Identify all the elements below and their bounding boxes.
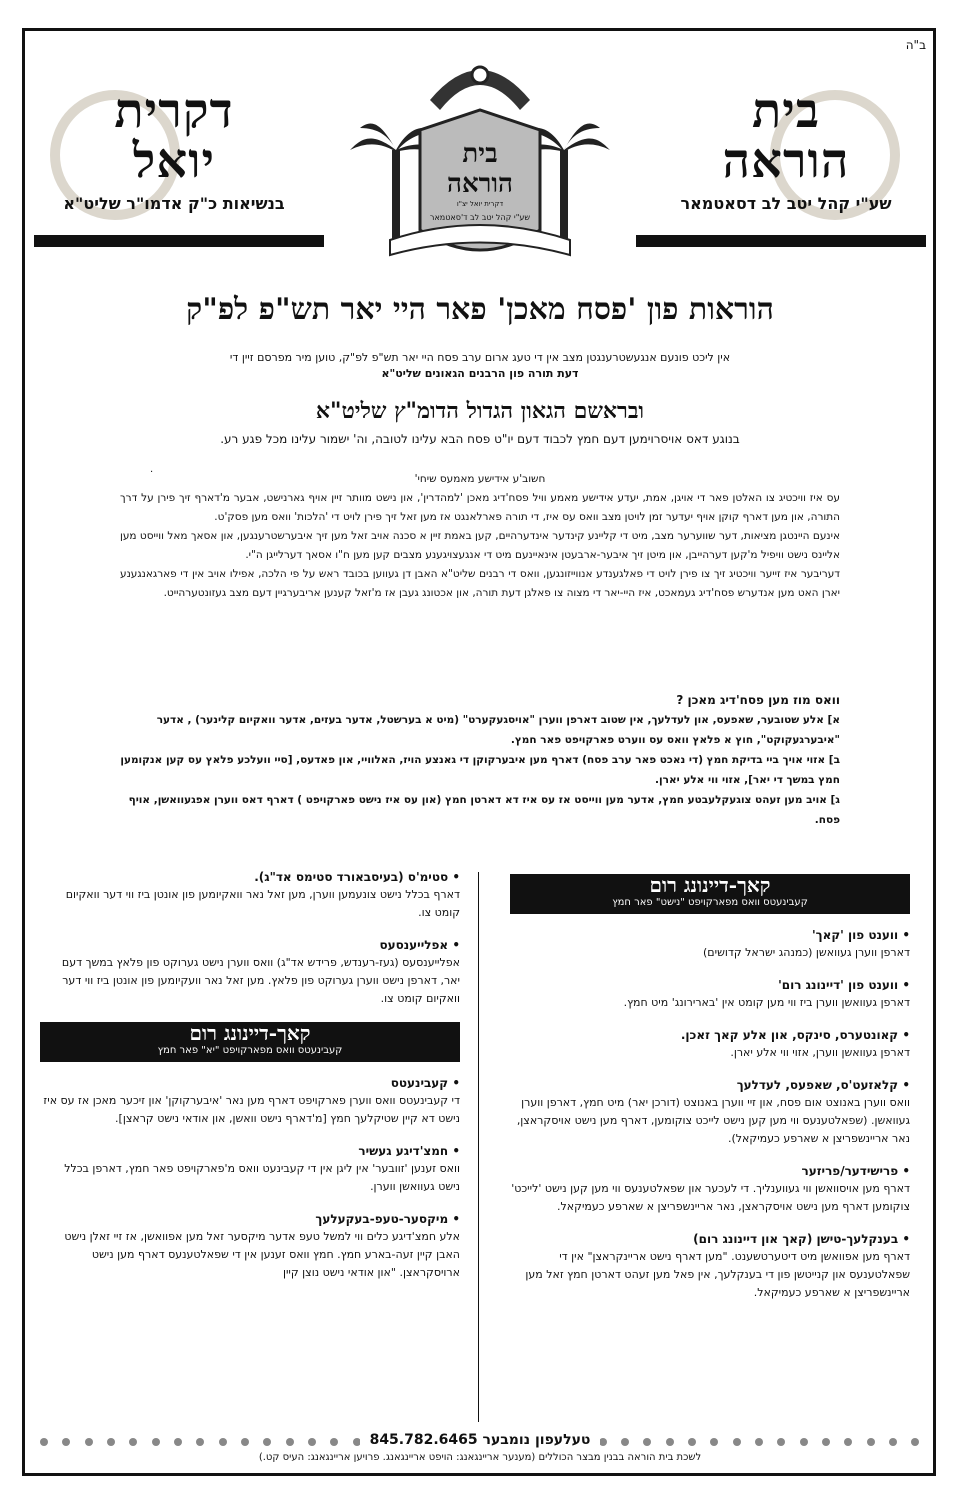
dot-icon [263, 1438, 271, 1446]
list-item [40, 868, 460, 922]
logo-line-3: דקרית יואל יצ"ו [456, 200, 504, 208]
list-item-text: דארפן געוואשן ווערן, אזוי ווי אלע יארן. [730, 1046, 910, 1059]
list-item-title: • ווענט פון 'קאך' [510, 926, 910, 944]
list-item-title: • אפלייענסעס [40, 936, 460, 954]
dot-icon [85, 1438, 93, 1446]
dot-icon [62, 1438, 70, 1446]
intro-line-1: אין ליכט פונעם אנגעשטרענגטן מצב אין די טעג ארום ערב פסח היי יאר תש"פ לפ"ק, טוען מיר מפרסם זיין די [229, 351, 731, 364]
dot-icon [889, 1438, 897, 1446]
dot-icon [867, 1438, 875, 1446]
question-b: ב] אזוי אויך ביי בדיקת חמץ (די נאכט פאר ערב פסח) דארף מען איבערקוקן די גאנצע הויז, האלוויי, און פאדעס, [סיי וועלכע פלאץ עס קען אנקומען חמץ במשך די יאר], אזוי ווי אלע יארן. [120, 754, 840, 786]
dot-icon [733, 1438, 741, 1446]
section-header-left [40, 1022, 460, 1062]
list-item-text: אפלייענסעס (געז-רענדש, פרידש אד"ג) וואס ווערן נישט גערוקט פון פלאץ במשך דעם יאר, דארפן נישט ווערן גערוקט פון פלאץ. מען זאל נאר וועקיומען פון אונטן ביז ווי דער וואקיום קומט צו. [61, 956, 460, 1005]
list-item-text: די קעבינעטס וואס ווערן פארקויפט דארף מען נאר 'איבערקוקן' און זיכער מאכן אז עס איז נישט דא קיין שטיקלעך חמץ [מ'דארף נישט וואשן, און אודאי נישט קראצן]. [43, 1094, 460, 1125]
dot-icon [800, 1438, 808, 1446]
bh-mark: ב"ה [905, 38, 926, 52]
question-a: א] אלע שטובער, שאפעס, און לעדלעך, אין שטוב דארפן ווערן "אויסגעקערט" (מיט א בערשטל, אדער בעזים, אדער וואקיום קלינער) , אדער "איבערגעקוקט", חוץ א פלאץ וואס עס ווערט פארקויפט פאר חמץ. [156, 714, 840, 746]
list-item [40, 1210, 460, 1282]
intro-line-2: דעת תורה פון הרבנים הגאונים שליט"א [381, 367, 579, 380]
list-item [510, 926, 910, 962]
dot-icon [755, 1438, 763, 1446]
dot-icon [666, 1438, 674, 1446]
list-item-title: • בענקלעך-טישן (קאך און דיינונג רום) [510, 1230, 910, 1248]
section-header-left-sub: קעבינעטס וואס מפארקויפט "יא" פאר חמץ [157, 1045, 343, 1056]
list-item-text: אלע חמצ'דיגע כלים ווי למשל טעפ אדער מיקסער זאל מען אפוואשן, אז זיי זאלן נישט האבן קיין זעה-בארע חמץ. חמץ וואס זענען אין די שפאלטענעס דארף מען נישט ארויסקראצן. "און אודאי נישט נוצן קיין [64, 1230, 460, 1279]
header-left-sub: בנשיאות כ"ק אדמו"ר שליט"א [63, 194, 285, 213]
header-right-title-2: הוראה [722, 133, 850, 189]
dot-icon [911, 1438, 919, 1446]
list-item [510, 1026, 910, 1062]
dot-icon [40, 1438, 48, 1446]
question-title: וואס מוז מען פסח'דיג מאכן ? [676, 693, 840, 707]
header-left [34, 83, 314, 213]
dot-icon [844, 1438, 852, 1446]
dot-icon [777, 1438, 785, 1446]
list-item-text: דארף מען אויסוואשן ווי געווענליך. די לעכער און שפאלטענעס ווי מען קען נישט 'לייכט' צוקומען דארף מען נישט אויסקראצן, נאר אריינשפריצן א שארפע כעמיקאל. [511, 1182, 910, 1213]
column-divider [478, 872, 479, 1422]
list-item-text: דארף בכלל נישט צונעמען ווערן, מען זאל נאר וואקיומען פון אונטן ביז ווי דער וואקיום קומט צו. [65, 888, 460, 919]
column-right [510, 868, 910, 1316]
header-bar-left [34, 235, 324, 247]
list-item [40, 1142, 460, 1196]
dot-icon [107, 1438, 115, 1446]
dot-icon [174, 1438, 182, 1446]
logo-line-1: בית [462, 139, 498, 169]
question-block [120, 690, 840, 830]
header-right [646, 83, 926, 213]
dot-icon [621, 1438, 629, 1446]
list-item-text: וואס זענען 'זוובער' אין ליגן אין די קעבינעט וואס מ'פארקויפט פאר חמץ, דארפן בכלל נישט געוואשן ווערן. [64, 1162, 460, 1193]
list-item-text: וואס ווערן באנוצט אום פסח, און זיי ווערן באנוצט (דורכן יאר) מיט חמץ, דארפן ווערן געוואשן. (שפאלטענעס ווי מען קען נישט לייכט צוקומען, דארף מען נישט אויסקראצן, נאר אריינשפריצן א שארפע כעמיקאל). [516, 1096, 910, 1145]
footer-address: לשכת בית הוראה בבנין מבצר הכוללים (מענער אריינגאנג: הויפט אריינגאנג. פרויען אריינגאנג: העיס קט.) [40, 1452, 920, 1463]
dot-icon [710, 1438, 718, 1446]
list-item-title: • קעבינעטס [40, 1074, 460, 1092]
intro [100, 350, 860, 382]
section-header-right [510, 874, 910, 914]
dot-icon [688, 1438, 696, 1446]
dot-icon [643, 1438, 651, 1446]
logo-emblem [340, 40, 620, 290]
crown-jewel [472, 67, 488, 83]
column-left [40, 868, 460, 1296]
list-item-title: • סטימ'ס (בעיסבאורד סטימס אד"ג). [40, 868, 460, 886]
dot-icon [219, 1438, 227, 1446]
dot-icon [196, 1438, 204, 1446]
header-right-title-1: בית [752, 83, 820, 139]
body-text [120, 470, 840, 603]
section-header-right-title: קאך-דיינונג רום [649, 873, 771, 897]
list-item-text: דארפן געוואשן ווערן ביז ווי מען קומט אין 'בארירונג' מיט חמץ. [623, 996, 910, 1009]
body-paragraph-1: עס איז וויכטיג צו האלטן פאר די אויגן, אמת, יעדע אידישע מאמע וויל פסח'דיג מאכן 'למהדרין', און נישט מוותר זיין אויף גארנישט, אבער מ'דארף זיך פירן על דרך התורה, און מען דארף קוקן אויף יעדער זמן לויטן מצב וואס עס איז, די תורה פארלאנגט אז מען זאל זיך פירן לויט די 'הלכות' וואס מען פסק'ט. [120, 492, 840, 523]
body-note: חשוב'ע אידישע מאמעס שיחי' [414, 473, 546, 485]
body-paragraph-2: אינעם היינטגן מציאות, דער שווערער מצב, מיט די קליינע קינדער אינדערהיים, קען באמת זיין א סכנה אויב זאל מען זיך איבערשטרענגען, און אסאך מאל ווייסט מען אליינס נישט וויפיל מ'קען דערהייבן, און מיטן זיך איבער-ארבעטן אינאיינעם מיט די אנגעצויגענע מצבים קען מען ח"ו אסאך דערלייגן ה"י. [120, 530, 840, 561]
dot-icon [308, 1438, 316, 1446]
dot-icon [330, 1438, 338, 1446]
intro-line-3: בנוגע דאס אויסרוימען דעם חמץ לכבוד דעם יו"ט פסח הבא עלינו לטובה, וה' ישמור עלינו מכל פגע רע. [220, 432, 740, 446]
list-item [510, 1076, 910, 1148]
logo-line-2: הוראה [446, 169, 514, 199]
dot-icon [286, 1438, 294, 1446]
list-item [40, 936, 460, 1008]
list-item-title: • קלאזעט'ס, שאפעס, לעדלעך [510, 1076, 910, 1094]
logo-line-4: שע"י קהל יטב לב ד'סאטמאר [429, 213, 531, 222]
footer-phone: טעלעפון נומבער 845.782.6465 [360, 1432, 600, 1448]
section-header-right-sub: קעבינעטס וואס מפארקויפט "נישט" פאר חמץ [612, 897, 808, 908]
dot-icon [822, 1438, 830, 1446]
dot-icon [241, 1438, 249, 1446]
list-item-title: • קאונטערס, סינקס, און אלע קאך זאכן. [510, 1026, 910, 1044]
list-item-title: • פרישידער/פריזער [510, 1162, 910, 1180]
dot-icon [129, 1438, 137, 1446]
list-item-text: דארף מען אפוואשן מיט דיטערטשענט. "מען דארף נישט אריינקראצן" אין די שפאלטענעס און קנייטשן פון די בענקלעך, אין פאל מען זעהט דארטן חמץ זאל מען אריינשפריצן א שארפע כעמיקאל. [525, 1250, 910, 1299]
header-bar-right [636, 235, 926, 247]
main-title: הוראות פון 'פסח מאכן' פאר היי יאר תש"פ לפ"ק [186, 292, 774, 327]
header-right-sub: שע"י קהל יטב לב דסאטמאר [680, 194, 892, 213]
list-item-title: • ווענט פון 'דיינונג רום' [510, 976, 910, 994]
section-header-left-title: קאך-דיינונג רום [189, 1021, 311, 1045]
list-item [510, 1230, 910, 1302]
dot-icon [152, 1438, 160, 1446]
dot-mark: . [150, 464, 154, 475]
list-item-title: • חמצ'דיגע געשיר [40, 1142, 460, 1160]
list-item [510, 1162, 910, 1216]
list-item-text: דארפן ווערן געוואשן (כמנהג ישראל קדושים) [703, 946, 910, 959]
list-item-title: • מיקסער-טעפ-בעקעלעך [40, 1210, 460, 1228]
header-left-title-1: דקרית [114, 83, 234, 139]
list-item [40, 1074, 460, 1128]
question-c: ג] אויב מען זעהט צוגעקלעבטע חמץ, אדער מען ווייסט אז עס איז דא דארטן חמץ (און עס איז נישט פארקויפט ) דארף דאס ווערן אפגעוואשן, אויף פסח. [128, 794, 840, 826]
list-item [510, 976, 910, 1012]
header-left-title-2: יואל [132, 133, 216, 189]
rav-heading: ובראשם הגאון הגדול הדומ"ץ שליט"א [315, 398, 645, 424]
body-paragraph-3: דעריבער איז זייער וויכטיג זיך צו פירן לויט די פאלגענדע אנווייזונגען, וואס די רבנים שליט"א האבן דן געווען בכובד ראש על פי הלכה, אפילו אויב אין די פארגאנגענע יארן האט מען אנדערש פסח'דיג געמאכט, איז היי-יאר די מצוה צו פאלגן דעת תורה, און אכטונג געבן אז מ'זאל קענען אריבערגיין דעם מצב געזונטערהייט. [120, 568, 840, 599]
